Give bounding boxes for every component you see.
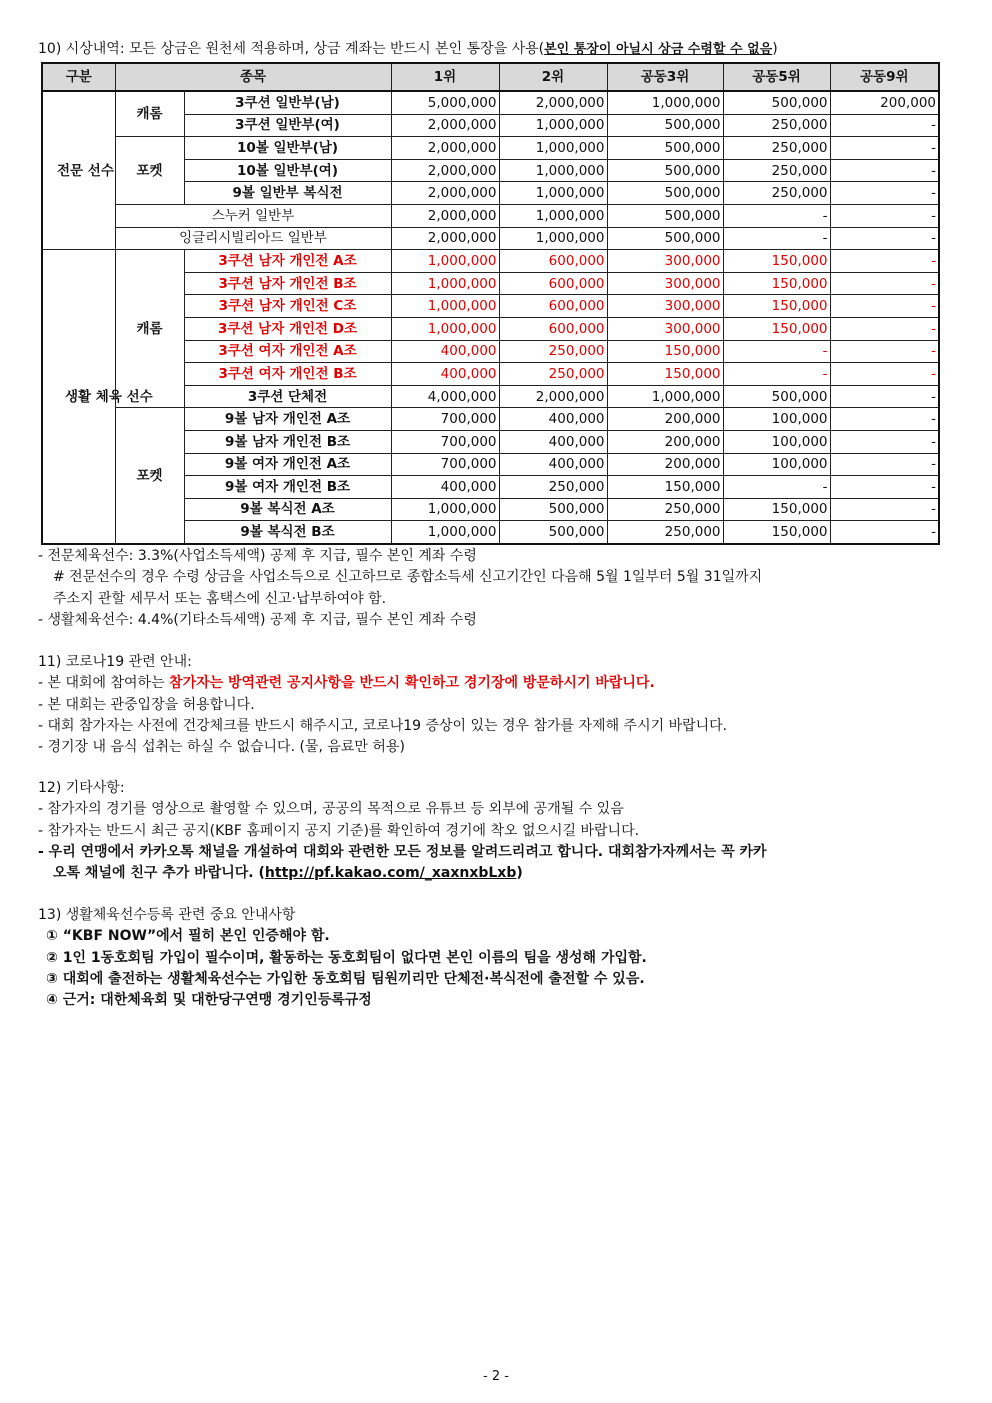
subgroup-carom: 캐롬 (115, 91, 184, 137)
prize-1st: 2,000,000 (391, 114, 499, 137)
header-2nd: 2위 (499, 63, 607, 91)
prize-2nd: 500,000 (499, 498, 607, 521)
subgroup-pocket: 포켓 (115, 408, 184, 544)
prize-9th: - (830, 453, 939, 476)
header-joint-9th: 공동9위 (830, 63, 939, 91)
event-name: 3쿠션 단체전 (184, 385, 391, 408)
prize-2nd: 1,000,000 (499, 182, 607, 205)
event-name: 10볼 일반부(남) (184, 137, 391, 160)
prize-1st: 2,000,000 (391, 137, 499, 160)
section-11-line (38, 673, 958, 694)
table-row (42, 227, 939, 250)
prize-3rd: 150,000 (607, 363, 723, 386)
section-11-line: - 대회 참가자는 사전에 건강체크를 반드시 해주시고, 코로나19 증상이 있는 경우 참가를 자제해 주시기 바랍니다. (38, 717, 728, 734)
prize-9th: - (830, 114, 939, 137)
prize-1st: 1,000,000 (391, 498, 499, 521)
prize-3rd: 300,000 (607, 317, 723, 340)
prize-2nd: 400,000 (499, 453, 607, 476)
event-name: 3쿠션 일반부(남) (184, 91, 391, 114)
prize-2nd: 2,000,000 (499, 91, 607, 114)
note-line: - 전문체육선수: 3.3%(사업소득세액) 공제 후 지급, 필수 본인 계좌 수령 (38, 548, 477, 564)
section-11-line1-text: - 본 대회에 참여하는 (38, 675, 170, 692)
section-10-title (38, 38, 778, 58)
prize-5th: - (723, 340, 830, 363)
prize-3rd: 500,000 (607, 159, 723, 182)
prize-1st: 400,000 (391, 340, 499, 363)
prize-1st: 700,000 (391, 453, 499, 476)
page-number: - 2 - (483, 1369, 509, 1384)
event-name: 9볼 복식전 B조 (184, 521, 391, 544)
note-line: 주소지 관할 세무서 또는 홈택스에 신고·납부하여야 함. (53, 590, 387, 607)
prize-2nd: 1,000,000 (499, 137, 607, 160)
prize-5th: 250,000 (723, 114, 830, 137)
prize-1st: 700,000 (391, 430, 499, 453)
section-11 (38, 652, 958, 758)
prize-3rd: 150,000 (607, 476, 723, 499)
header-joint-5th: 공동5위 (723, 63, 830, 91)
prize-3rd: 1,000,000 (607, 385, 723, 408)
prize-3rd: 500,000 (607, 114, 723, 137)
header-event: 종목 (115, 63, 391, 91)
event-name: 3쿠션 여자 개인전 B조 (184, 363, 391, 386)
note-line: # 전문선수의 경우 수령 상금을 사업소득으로 신고하므로 종합소득세 신고기간인 다음해 5월 1일부터 5월 31일까지 (53, 569, 763, 586)
section-12-line: - 참가자의 경기를 영상으로 촬영할 수 있으며, 공공의 목적으로 유튜브 등 외부에 공개될 수 있음 (38, 801, 624, 818)
prize-2nd: 1,000,000 (499, 227, 607, 250)
prize-3rd: 150,000 (607, 340, 723, 363)
kakao-channel-link[interactable]: http://pf.kakao.com/_xaxnxbLxb (264, 865, 517, 882)
prize-5th: 150,000 (723, 250, 830, 273)
event-name: 3쿠션 남자 개인전 B조 (184, 272, 391, 295)
prize-1st: 2,000,000 (391, 204, 499, 227)
table-row (42, 204, 939, 227)
header-joint-3rd: 공동3위 (607, 63, 723, 91)
event-name: 3쿠션 일반부(여) (184, 114, 391, 137)
prize-1st: 1,000,000 (391, 521, 499, 544)
prize-9th: - (830, 227, 939, 250)
prize-1st: 5,000,000 (391, 91, 499, 114)
prize-5th: 500,000 (723, 385, 830, 408)
section-12 (38, 778, 958, 884)
section-11-line: - 본 대회는 관중입장을 허용합니다. (38, 696, 255, 713)
prize-9th: - (830, 159, 939, 182)
prize-2nd: 600,000 (499, 317, 607, 340)
prize-3rd: 200,000 (607, 408, 723, 431)
prize-2nd: 500,000 (499, 521, 607, 544)
prize-5th: - (723, 204, 830, 227)
prize-1st: 1,000,000 (391, 295, 499, 318)
section-12-line4-text: 오톡 채널에 친구 추가 바랍니다. ( (53, 865, 265, 882)
prize-9th: - (830, 137, 939, 160)
prize-2nd: 1,000,000 (499, 204, 607, 227)
prize-2nd: 400,000 (499, 408, 607, 431)
event-name: 9볼 일반부 복식전 (184, 182, 391, 205)
prize-2nd: 250,000 (499, 340, 607, 363)
section-12-line4-suffix: ) (516, 865, 523, 882)
prize-9th: - (830, 385, 939, 408)
prize-9th: - (830, 317, 939, 340)
prize-3rd: 500,000 (607, 204, 723, 227)
prize-9th: - (830, 521, 939, 544)
prize-2nd: 250,000 (499, 363, 607, 386)
prize-9th: - (830, 250, 939, 273)
prize-1st: 400,000 (391, 363, 499, 386)
prize-3rd: 1,000,000 (607, 91, 723, 114)
prize-9th: - (830, 498, 939, 521)
event-name: 9볼 남자 개인전 B조 (184, 430, 391, 453)
prize-2nd: 400,000 (499, 430, 607, 453)
subgroup-pocket: 포켓 (115, 137, 184, 205)
table-header-row (42, 63, 939, 91)
prize-1st: 1,000,000 (391, 272, 499, 295)
event-name: 3쿠션 여자 개인전 A조 (184, 340, 391, 363)
prize-3rd: 250,000 (607, 521, 723, 544)
prize-1st: 2,000,000 (391, 182, 499, 205)
section-10-title-text: 10) 시상내역: 모든 상금은 원천세 적용하며, 상금 계좌는 반드시 본인 통장을 사용( (38, 41, 545, 57)
prize-5th: 150,000 (723, 521, 830, 544)
event-name: 9볼 복식전 A조 (184, 498, 391, 521)
prize-1st: 1,000,000 (391, 250, 499, 273)
section-13-item: ④ 근거: 대한체육회 및 대한당구연맹 경기인등록규정 (46, 992, 372, 1009)
table-row (42, 137, 939, 160)
prize-5th: - (723, 227, 830, 250)
prize-table (41, 62, 940, 545)
section-12-title: 12) 기타사항: (38, 780, 125, 796)
prize-2nd: 600,000 (499, 250, 607, 273)
section-11-title: 11) 코로나19 관련 안내: (38, 654, 192, 670)
prize-9th: - (830, 295, 939, 318)
prize-5th: 100,000 (723, 453, 830, 476)
section-11-line1-emphasis: 참가자는 방역관련 공지사항을 반드시 확인하고 경기장에 방문하시기 바랍니다. (169, 675, 655, 692)
event-name: 9볼 여자 개인전 A조 (184, 453, 391, 476)
prize-9th: - (830, 363, 939, 386)
prize-1st: 400,000 (391, 476, 499, 499)
prize-1st: 700,000 (391, 408, 499, 431)
prize-9th: - (830, 430, 939, 453)
section-12-line: - 우리 연맹에서 카카오톡 채널을 개설하여 대회와 관련한 모든 정보를 알려드리려고 합니다. 대회참가자께서는 꼭 카카 (38, 843, 767, 860)
section-13-item: ③ 대회에 출전하는 생활체육선수는 가입한 동호회팀 팀원끼리만 단체전·복식전에 출전할 수 있음. (46, 970, 645, 987)
prize-5th: 100,000 (723, 408, 830, 431)
section-10-title-suffix: ) (772, 41, 778, 57)
prize-5th: 150,000 (723, 272, 830, 295)
prize-5th: 100,000 (723, 430, 830, 453)
prize-5th: 250,000 (723, 182, 830, 205)
event-name: 3쿠션 남자 개인전 D조 (184, 317, 391, 340)
prize-2nd: 1,000,000 (499, 114, 607, 137)
prize-5th: 500,000 (723, 91, 830, 114)
event-name: 잉글리시빌리아드 일반부 (115, 227, 391, 250)
event-name: 3쿠션 남자 개인전 A조 (184, 250, 391, 273)
prize-3rd: 500,000 (607, 137, 723, 160)
table-row (42, 91, 939, 114)
event-name: 9볼 여자 개인전 B조 (184, 476, 391, 499)
prize-9th: - (830, 340, 939, 363)
prize-5th: 250,000 (723, 159, 830, 182)
prize-9th: - (830, 204, 939, 227)
prize-3rd: 300,000 (607, 272, 723, 295)
header-category: 구분 (42, 63, 115, 91)
group-pro-players: 전문 선수 (42, 91, 115, 250)
prize-2nd: 2,000,000 (499, 385, 607, 408)
event-name: 스누커 일반부 (115, 204, 391, 227)
prize-5th: 250,000 (723, 137, 830, 160)
prize-3rd: 300,000 (607, 295, 723, 318)
note-line: - 생활체육선수: 4.4%(기타소득세액) 공제 후 지급, 필수 본인 계좌 수령 (38, 611, 477, 628)
prize-9th: - (830, 272, 939, 295)
prize-5th: 150,000 (723, 295, 830, 318)
prize-5th: - (723, 363, 830, 386)
prize-3rd: 200,000 (607, 453, 723, 476)
prize-5th: 150,000 (723, 498, 830, 521)
group-life-sports-label: 생활 체육 선수 (65, 388, 153, 405)
section-10-notes (38, 546, 958, 631)
prize-5th: - (723, 476, 830, 499)
prize-1st: 2,000,000 (391, 159, 499, 182)
section-11-line: - 경기장 내 음식 섭취는 하실 수 없습니다. (물, 음료만 허용) (38, 739, 405, 756)
section-12-line (38, 863, 958, 884)
table-row (42, 250, 939, 273)
prize-2nd: 600,000 (499, 295, 607, 318)
section-12-line: - 참가자는 반드시 최근 공지(KBF 홈페이지 공지 기준)를 확인하여 경기에 착오 없으시길 바랍니다. (38, 822, 640, 839)
prize-5th: 150,000 (723, 317, 830, 340)
prize-9th: - (830, 476, 939, 499)
section-13-item: ① “KBF NOW”에서 필히 본인 인증해야 함. (46, 928, 330, 945)
prize-1st: 1,000,000 (391, 317, 499, 340)
prize-3rd: 500,000 (607, 227, 723, 250)
prize-9th: 200,000 (830, 91, 939, 114)
table-row (42, 408, 939, 431)
prize-3rd: 500,000 (607, 182, 723, 205)
prize-1st: 2,000,000 (391, 227, 499, 250)
prize-2nd: 250,000 (499, 476, 607, 499)
prize-9th: - (830, 408, 939, 431)
event-name: 3쿠션 남자 개인전 C조 (184, 295, 391, 318)
prize-3rd: 250,000 (607, 498, 723, 521)
section-13 (38, 905, 958, 1011)
event-name: 10볼 일반부(여) (184, 159, 391, 182)
prize-2nd: 1,000,000 (499, 159, 607, 182)
event-name: 9볼 남자 개인전 A조 (184, 408, 391, 431)
prize-1st: 4,000,000 (391, 385, 499, 408)
section-13-title: 13) 생활체육선수등록 관련 중요 안내사항 (38, 907, 296, 923)
section-10-title-emphasis: 본인 통장이 아닐시 상금 수령할 수 없음 (544, 42, 773, 57)
header-1st: 1위 (391, 63, 499, 91)
prize-3rd: 300,000 (607, 250, 723, 273)
subgroup-carom: 캐롬 (115, 250, 184, 408)
prize-3rd: 200,000 (607, 430, 723, 453)
section-13-item: ② 1인 1동호회팀 가입이 필수이며, 활동하는 동호회팀이 없다면 본인 이름의 팀을 생성해 가입함. (46, 949, 647, 966)
prize-2nd: 600,000 (499, 272, 607, 295)
prize-9th: - (830, 182, 939, 205)
